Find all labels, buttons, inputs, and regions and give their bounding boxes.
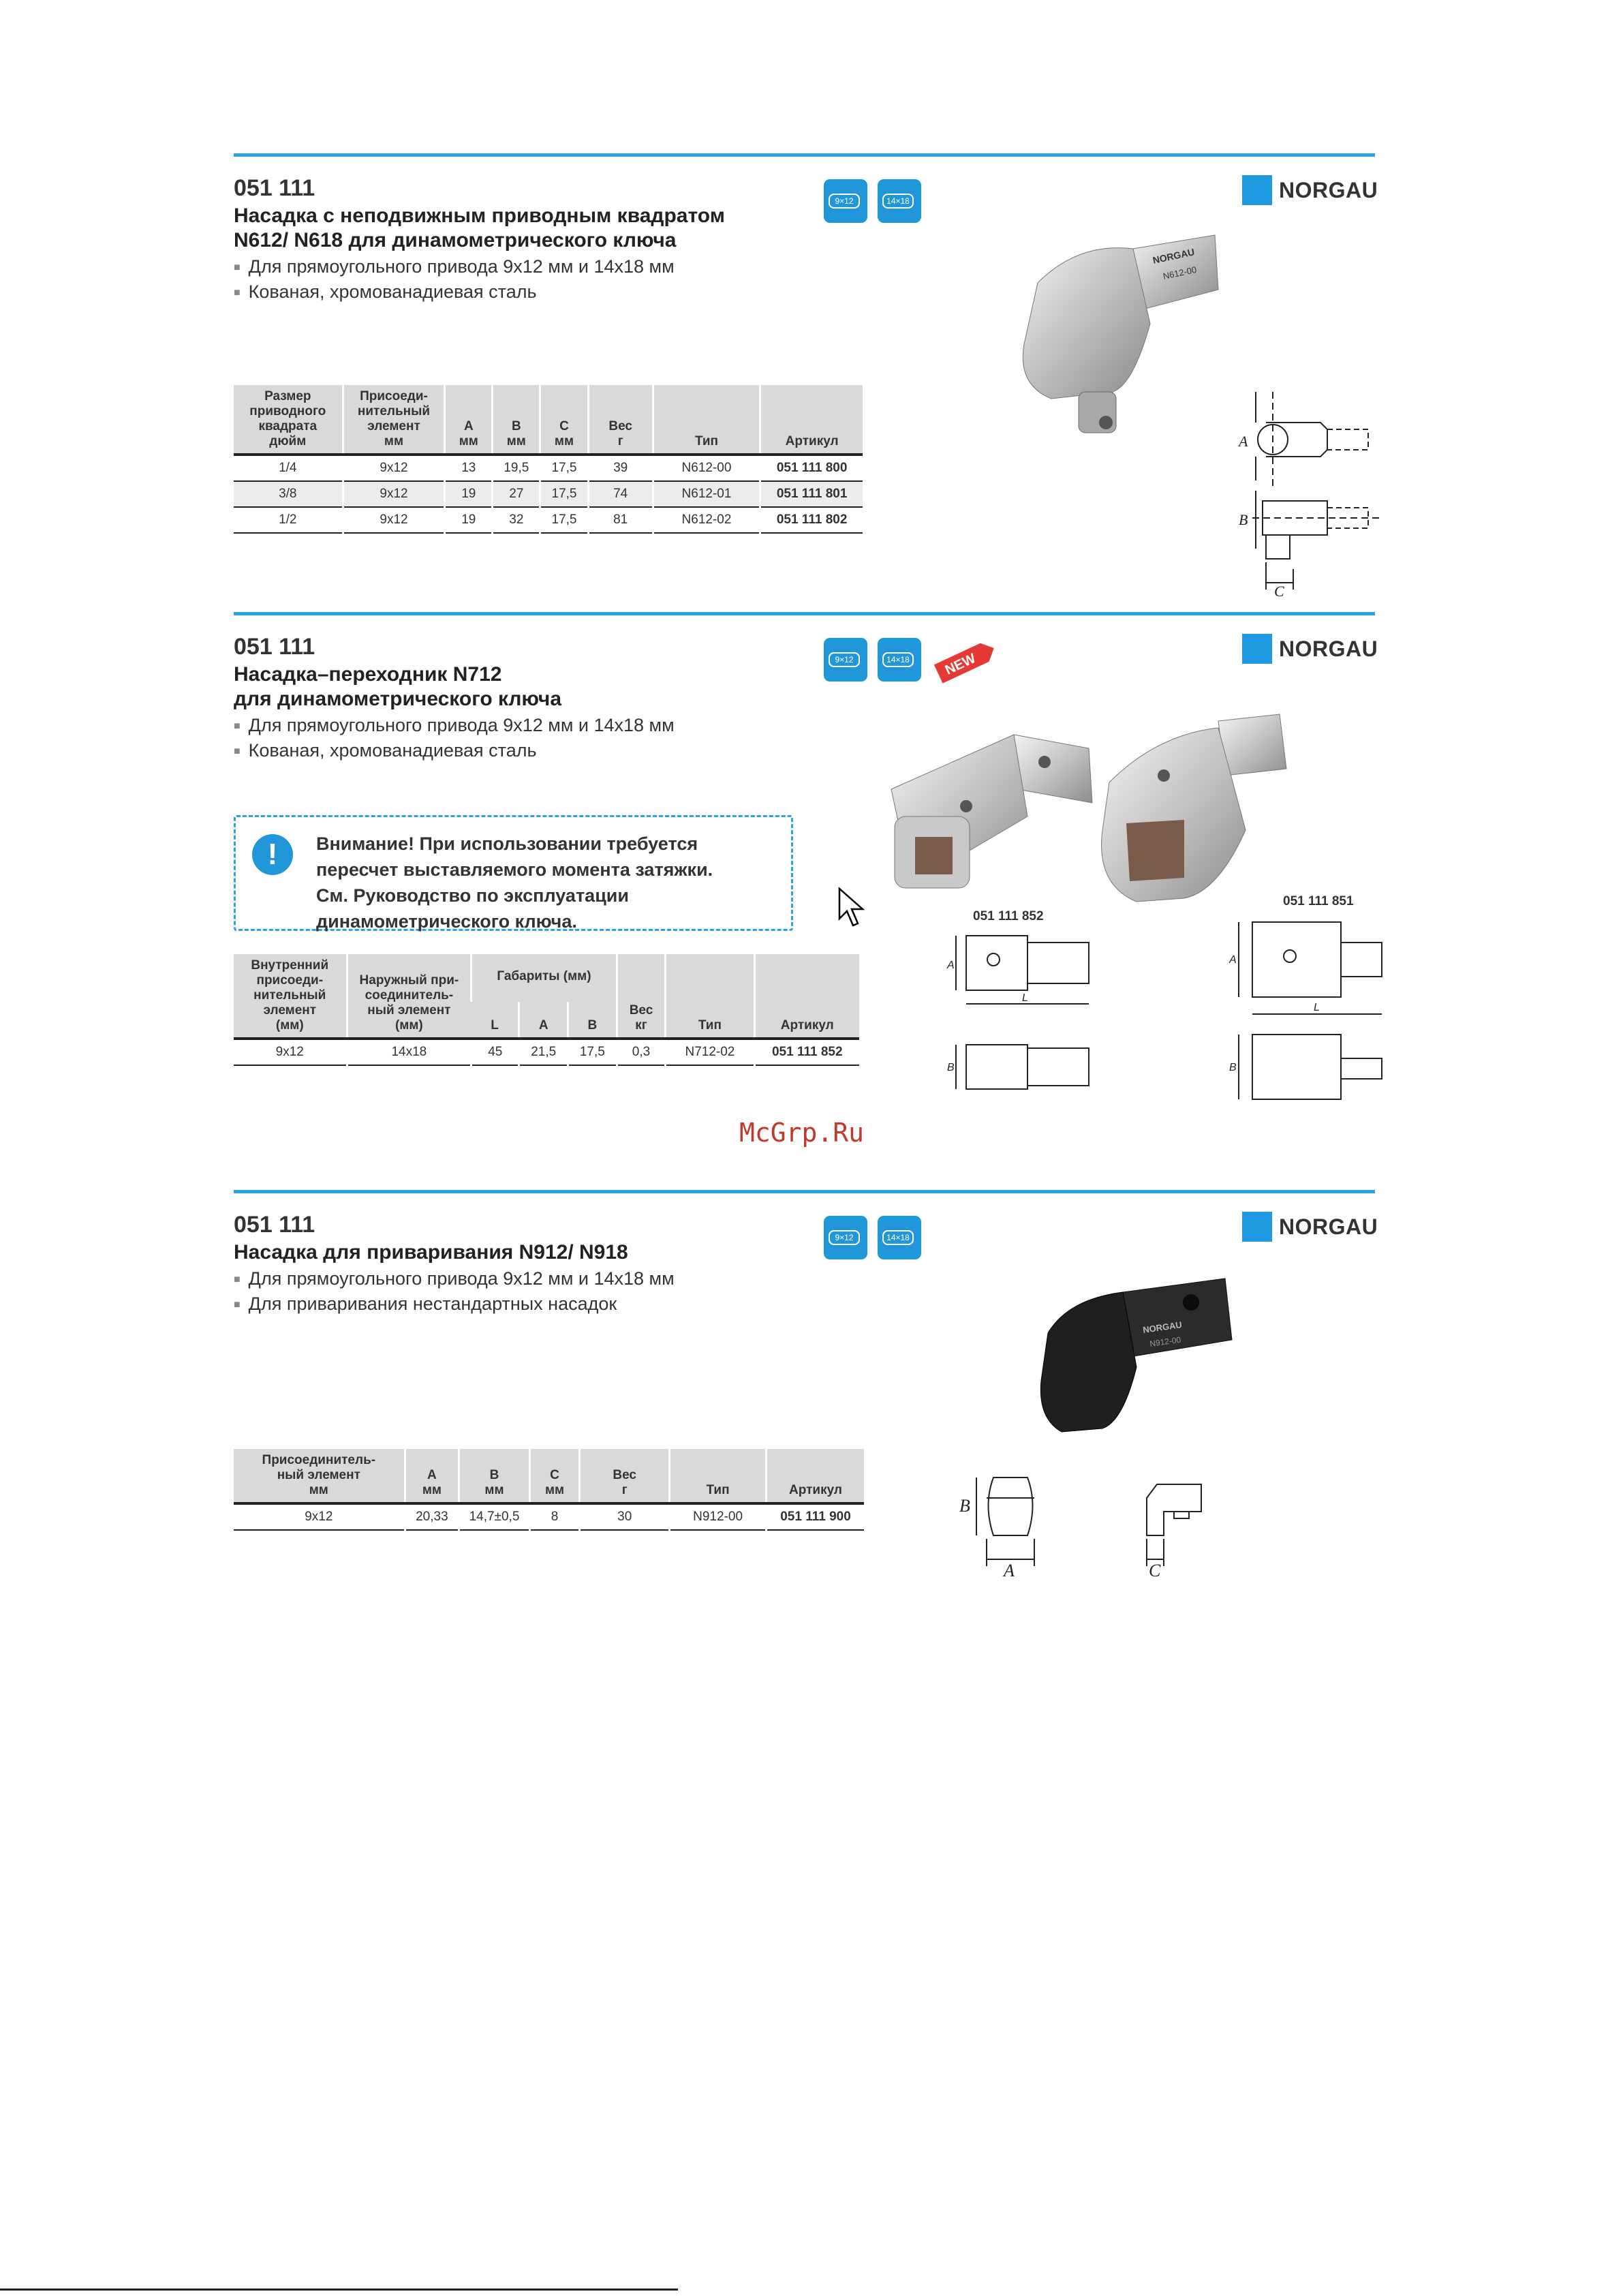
table-row: 3/8 9х12 19 27 17,5 74 N612-01 051 111 801 — [234, 481, 863, 507]
product-title: Насадка–переходник N712 для динамометрического ключа — [234, 663, 562, 710]
product-section-n712 — [234, 612, 1378, 1130]
feature-list — [234, 256, 675, 306]
dim-label-b: B — [959, 1496, 970, 1516]
norgau-logo: NORGAU — [1242, 634, 1375, 664]
drive-14x18-icon: 14×18 — [878, 638, 921, 682]
col-header: C мм — [540, 385, 588, 455]
footer-rule — [0, 2289, 678, 2291]
section-divider — [234, 612, 1375, 615]
col-header: A мм — [445, 385, 493, 455]
product-title: Насадка для приваривания N912/ N918 — [234, 1241, 628, 1264]
drive-9x12-icon: 9×12 — [824, 1216, 867, 1259]
feature-item: ■ Для прямоугольного привода 9х12 мм и 14х18 мм — [234, 256, 675, 281]
table-row: 1/4 9х12 13 19,5 17,5 39 N612-00 051 111 800 — [234, 455, 863, 481]
product-code: 051 111 — [234, 175, 315, 201]
col-header: B — [568, 1002, 617, 1039]
dim-label-b: B — [947, 1062, 955, 1073]
spec-table — [234, 385, 863, 534]
feature-item: ■ Кованая, хромованадиевая сталь — [234, 739, 675, 765]
dim-label-c: C — [1274, 583, 1284, 600]
photo-label: N912-00 — [1149, 1334, 1182, 1349]
dim-label-a: A — [947, 960, 955, 971]
table-row: 9х12 20,33 14,7±0,5 8 30 N912-00 051 111 900 — [234, 1503, 864, 1530]
photo-label: 051 111 851 — [1283, 894, 1354, 908]
watermark: McGrp.Ru — [739, 1118, 865, 1148]
dim-label-a: A — [1239, 433, 1248, 450]
product-code: 051 111 — [234, 1212, 315, 1238]
photo-label: NORGAU — [1151, 246, 1196, 266]
warning-notice: ! Внимание! При использовании требуется пересчет выставляемого момента затяжки. См. Руководство по эксплуатации динамометрического ключа. — [234, 815, 793, 931]
spec-table — [234, 1449, 864, 1531]
product-section-n612 — [234, 153, 1378, 617]
dimension-diagram-n912 — [939, 1471, 1246, 1600]
col-header: Внутренний присоеди- нительный элемент (мм) — [234, 954, 347, 1039]
col-header: Наружный при- соединитель- ный элемент (мм) — [347, 954, 472, 1039]
col-header: Вес кг — [617, 954, 666, 1039]
col-header: Артикул — [754, 954, 859, 1039]
table-row: 1/2 9х12 19 32 17,5 81 N612-02 051 111 802 — [234, 507, 863, 533]
col-header: Артикул — [760, 385, 863, 455]
photo-label: 051 111 852 — [973, 909, 1044, 923]
col-header: A — [519, 1002, 568, 1039]
table-header-row — [234, 385, 863, 455]
product-code: 051 111 — [234, 634, 315, 660]
col-header: Вес г — [588, 385, 653, 455]
dimension-diagram-n612 — [1225, 385, 1389, 610]
col-header: Вес г — [580, 1449, 670, 1503]
spec-table — [234, 954, 859, 1066]
table-row: 9х12 14х18 45 21,5 17,5 0,3 N712-02 051 111 852 — [234, 1039, 859, 1065]
warning-icon: ! — [252, 834, 293, 875]
feature-list — [234, 1268, 675, 1318]
dimension-diagram-n712 — [946, 908, 1613, 1113]
group-header: Габариты (мм) — [472, 954, 617, 1002]
dim-label-l: L — [1314, 1002, 1320, 1013]
feature-item: ■ Кованая, хромованадиевая сталь — [234, 281, 675, 306]
col-header: Тип — [666, 954, 754, 1039]
feature-list — [234, 714, 675, 765]
drive-9x12-icon: 9×12 — [824, 179, 867, 223]
dim-label-l: L — [1022, 992, 1028, 1004]
photo-label: NORGAU — [1142, 1319, 1183, 1335]
new-badge-icon — [929, 634, 1004, 688]
col-header: C мм — [529, 1449, 579, 1503]
section-divider — [234, 1190, 1375, 1193]
table-header-row — [234, 1449, 864, 1503]
dim-label-c: C — [1149, 1561, 1161, 1580]
section-divider — [234, 153, 1375, 157]
drive-14x18-icon: 14×18 — [878, 179, 921, 223]
feature-item: ■ Для приваривания нестандартных насадок — [234, 1293, 675, 1318]
col-header: Присоеди- нительный элемент мм — [343, 385, 445, 455]
feature-item: ■ Для прямоугольного привода 9х12 мм и 14х18 мм — [234, 1268, 675, 1293]
dim-label-b: B — [1229, 1062, 1237, 1073]
col-header: Тип — [670, 1449, 767, 1503]
feature-item: ■ Для прямоугольного привода 9х12 мм и 14х18 мм — [234, 714, 675, 739]
col-header: B мм — [493, 385, 540, 455]
table-header-row — [234, 954, 859, 1002]
col-header: Размер приводного квадрата дюйм — [234, 385, 343, 455]
product-title: Насадка с неподвижным приводным квадратом N612/ N618 для динамометрического ключа — [234, 204, 725, 251]
svg-text:NEW: NEW — [942, 651, 978, 678]
product-photo-n712 — [864, 707, 1375, 939]
col-header: A мм — [405, 1449, 459, 1503]
product-section-n912 — [234, 1190, 1378, 1599]
col-header: Артикул — [767, 1449, 864, 1503]
col-header: Присоединитель- ный элемент мм — [234, 1449, 405, 1503]
drive-14x18-icon: 14×18 — [878, 1216, 921, 1259]
col-header: B мм — [459, 1449, 530, 1503]
col-header: Тип — [653, 385, 760, 455]
norgau-logo: NORGAU — [1242, 1212, 1375, 1242]
photo-label: N612-00 — [1162, 264, 1198, 281]
col-header: L — [472, 1002, 519, 1039]
mouse-cursor-icon — [837, 886, 867, 928]
drive-9x12-icon: 9×12 — [824, 638, 867, 682]
dim-label-a: A — [1229, 954, 1237, 966]
dim-label-b: B — [1239, 511, 1248, 528]
norgau-logo: NORGAU — [1242, 175, 1375, 205]
product-photo-n912 — [1027, 1265, 1246, 1449]
dim-label-a: A — [1004, 1561, 1015, 1580]
